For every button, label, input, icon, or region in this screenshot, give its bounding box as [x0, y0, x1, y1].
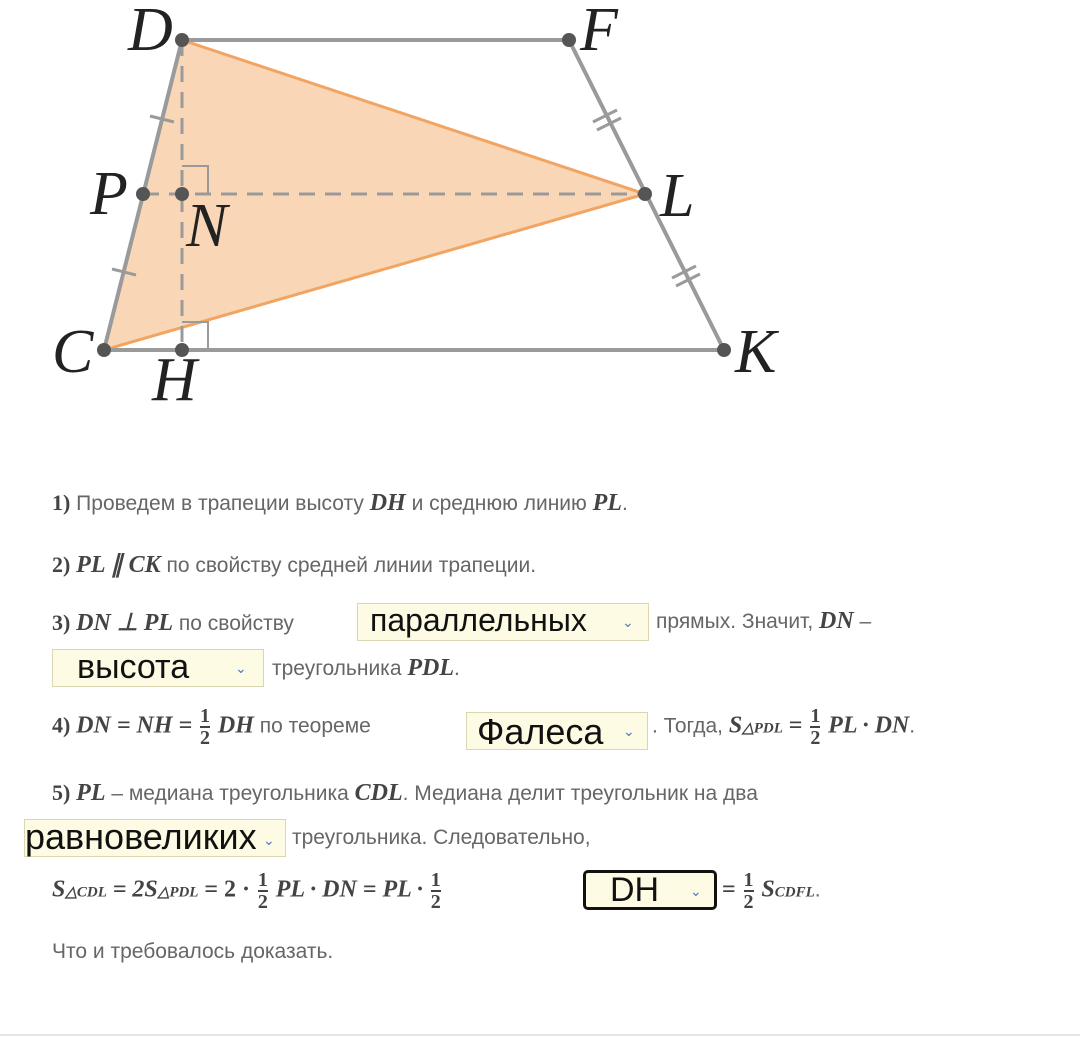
divider: [0, 1034, 1080, 1036]
step-5-equation: S△CDL = 2S△PDL = 2 · $\frac{1}{2}$ PL · DN = PL · $\frac{1}{2}$: [52, 869, 441, 913]
step-3-line-1-tail: прямых. Значит, DN –: [656, 608, 872, 634]
point-k: [717, 343, 731, 357]
label-h: H: [152, 346, 197, 414]
label-k: K: [735, 318, 777, 386]
point-p: [136, 187, 150, 201]
dropdown-equal-area[interactable]: равновеликих ⌄: [24, 819, 286, 857]
dropdown-height[interactable]: высота ⌄: [52, 649, 264, 687]
chevron-down-icon: ⌄: [263, 832, 275, 848]
step-3-line-2: треугольника PDL.: [272, 655, 460, 681]
point-c: [97, 343, 111, 357]
chevron-down-icon: ⌄: [690, 883, 702, 899]
label-n: N: [186, 192, 228, 260]
step-5-equation-tail: = $\frac{1}{2}$ SCDFL.: [722, 869, 821, 913]
step-5-line-1: 5) PL – медиана треугольника CDL. Медиана делит треугольник на два: [52, 780, 758, 806]
point-d: [175, 33, 189, 47]
fraction: $\frac{1}{2}$: [200, 705, 211, 749]
chevron-down-icon: ⌄: [622, 614, 634, 630]
label-d: D: [128, 0, 173, 64]
label-l: L: [660, 162, 695, 230]
chevron-down-icon: ⌄: [623, 723, 635, 739]
fraction: $\frac{1}{2}$: [810, 705, 821, 749]
trapezoid-figure: [0, 0, 1080, 440]
conclusion-text: Что и требовалось доказать.: [52, 940, 334, 963]
step-2: 2) PL ∥ CK по свойству средней линии трапеции.: [52, 552, 537, 578]
step-1: 1) Проведем в трапеции высоту DH и среднюю линию PL.: [52, 490, 628, 516]
point-l: [638, 187, 652, 201]
dropdown-parallel[interactable]: параллельных ⌄: [357, 603, 649, 641]
fraction: $\frac{1}{2}$: [743, 869, 754, 913]
label-c: C: [52, 318, 94, 386]
label-p: P: [90, 160, 128, 228]
point-f: [562, 33, 576, 47]
step-5-line-2: треугольника. Следовательно,: [292, 826, 591, 849]
fraction: $\frac{1}{2}$: [257, 869, 268, 913]
fraction: $\frac{1}{2}$: [430, 869, 441, 913]
dropdown-thales[interactable]: Фалеса ⌄: [466, 712, 648, 750]
dropdown-dh[interactable]: DH ⌄: [583, 870, 717, 910]
step-4-tail: . Тогда, S△PDL = $\frac{1}{2}$ PL · DN.: [652, 705, 916, 749]
step-3-line-1: 3) DN ⊥ PL по свойству: [52, 610, 294, 636]
chevron-down-icon: ⌄: [235, 660, 247, 676]
label-f: F: [580, 0, 618, 64]
step-4: 4) DN = NH = $\frac{1}{2}$ DH по теореме: [52, 705, 371, 749]
